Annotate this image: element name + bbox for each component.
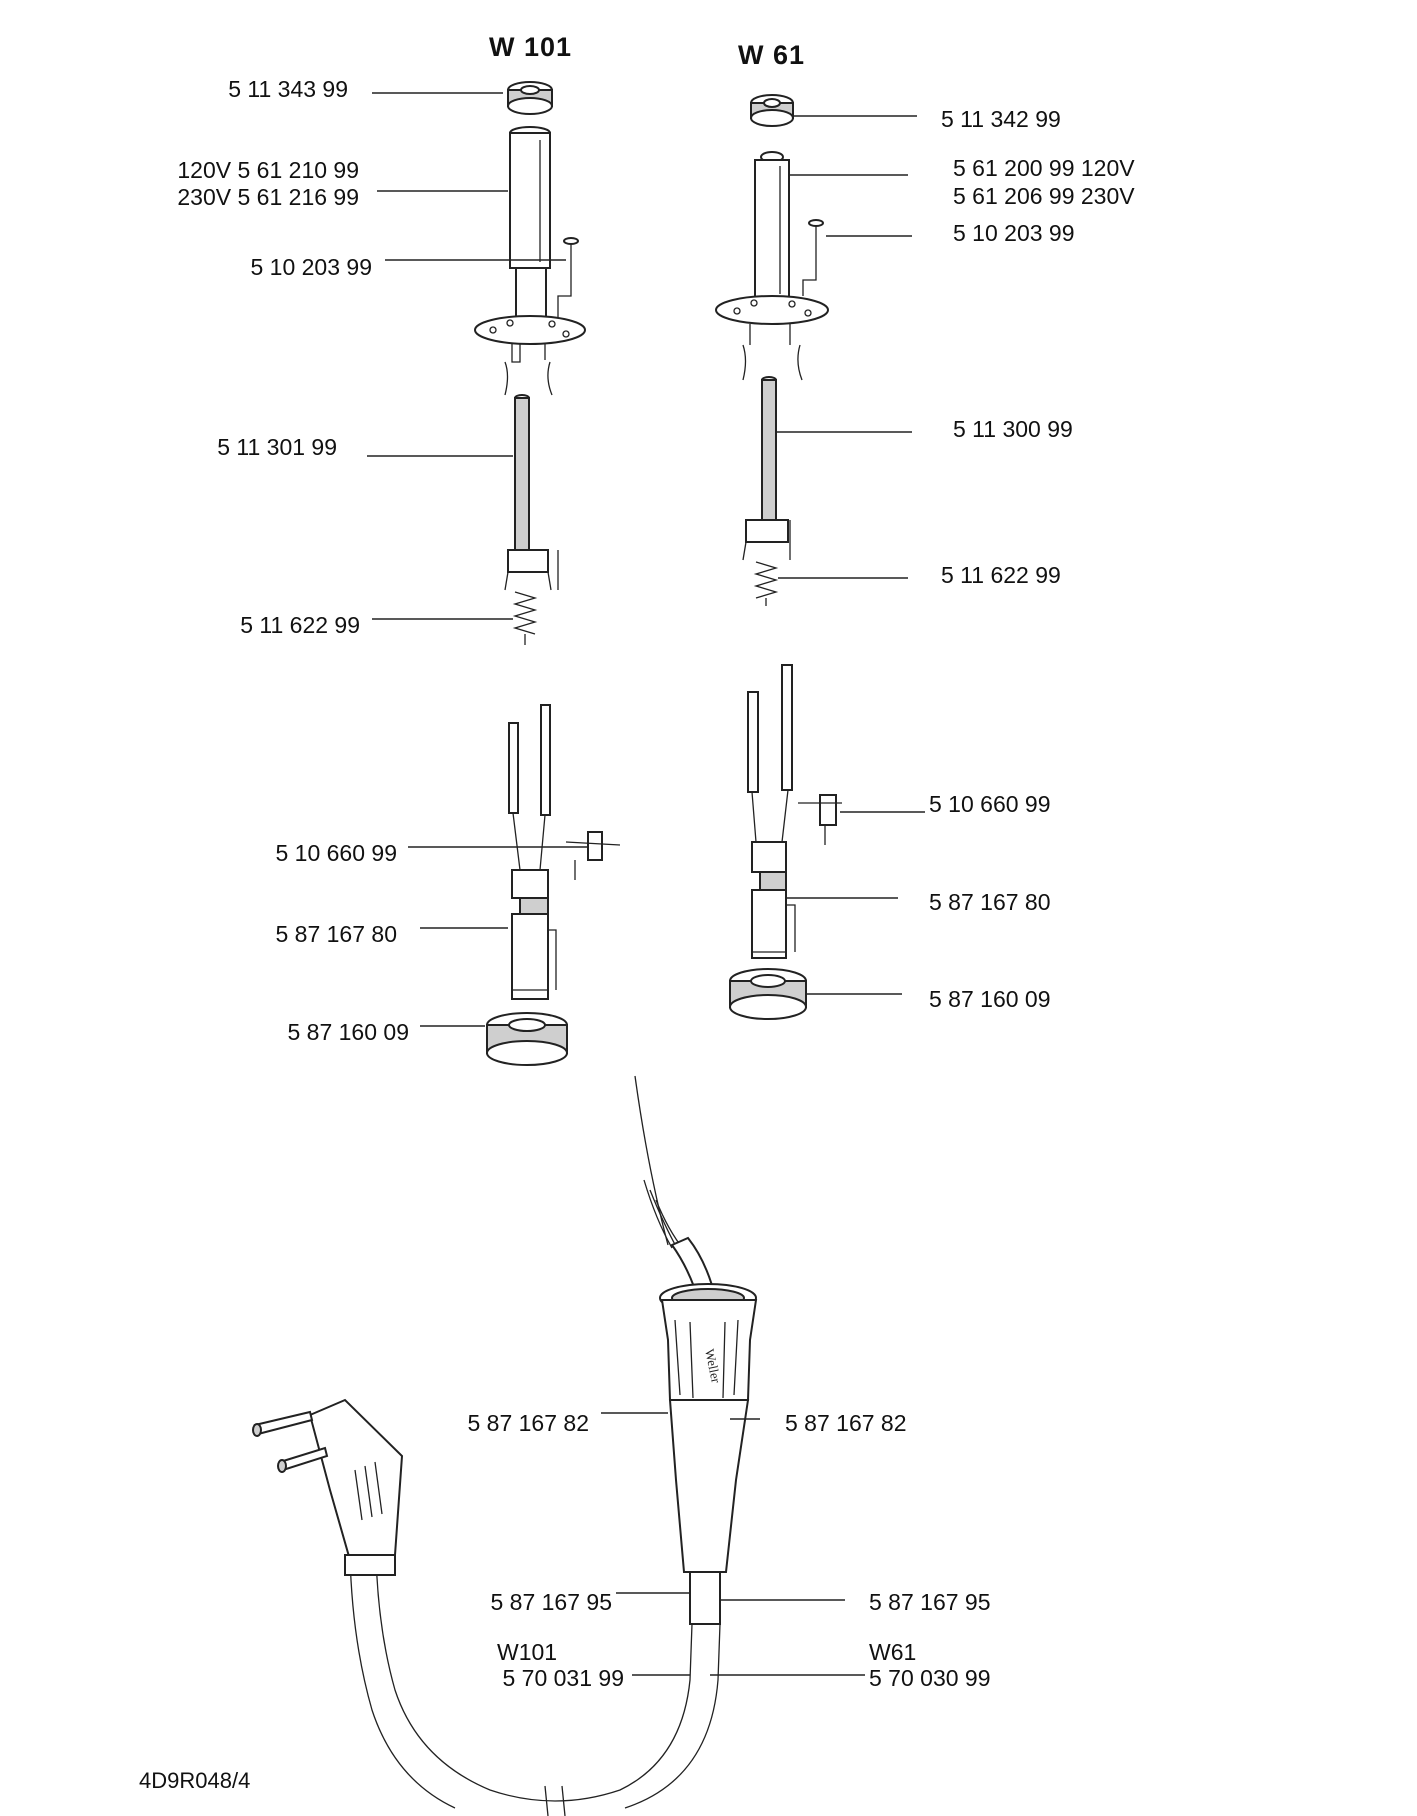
label-w61-tip: 5 11 300 99 xyxy=(953,416,1073,442)
plug xyxy=(253,1400,402,1575)
handle xyxy=(660,1284,756,1572)
label-w61-nut: 5 11 342 99 xyxy=(941,106,1061,132)
w61-spring xyxy=(756,562,776,606)
w101-leaders xyxy=(367,93,588,1026)
label-w101-spring: 5 11 622 99 xyxy=(240,612,360,638)
title-w61: W 61 xyxy=(738,40,806,70)
w101-heater xyxy=(475,127,585,395)
label-w61-heater-120v: 5 61 200 99 120V xyxy=(953,155,1135,181)
label-w101-screw: 5 10 203 99 xyxy=(250,254,372,280)
label-w101-nut: 5 11 343 99 xyxy=(228,76,348,102)
label-w101-tip: 5 11 301 99 xyxy=(217,434,337,460)
label-cable-left-model: W101 xyxy=(497,1639,558,1665)
label-w61-contact: 5 87 167 80 xyxy=(929,889,1051,915)
label-sleeve-left: 5 87 167 95 xyxy=(490,1589,612,1615)
w101-screw xyxy=(558,238,578,318)
brand-text: Weller xyxy=(702,1347,724,1385)
label-w61-screw: 5 10 203 99 xyxy=(953,220,1075,246)
title-w101: W 101 xyxy=(489,32,573,62)
label-w61-socket: 5 87 160 09 xyxy=(929,986,1051,1012)
w61-clip xyxy=(798,795,842,845)
label-w61-clip: 5 10 660 99 xyxy=(929,791,1051,817)
label-cable-right-code: 5 70 030 99 xyxy=(869,1665,991,1691)
label-w101-socket: 5 87 160 09 xyxy=(287,1019,409,1045)
label-cable-left-code: 5 70 031 99 xyxy=(502,1665,624,1691)
w61-nut xyxy=(751,95,793,126)
w61-contact xyxy=(748,665,795,958)
label-w101-clip: 5 10 660 99 xyxy=(275,840,397,866)
w101-clip xyxy=(566,832,620,880)
w61-heater xyxy=(716,152,828,380)
label-w101-contact: 5 87 167 80 xyxy=(275,921,397,947)
w61-leaders xyxy=(776,116,925,994)
w101-tip xyxy=(505,395,558,590)
w101-contact xyxy=(509,705,556,999)
w61-socket xyxy=(730,969,806,1019)
handle-sleeve xyxy=(690,1572,720,1624)
label-w101-heater-230v: 230V 5 61 216 99 xyxy=(177,184,359,210)
w101-spring xyxy=(515,592,535,645)
w61-tip xyxy=(743,377,790,560)
w101-socket xyxy=(487,1013,567,1065)
label-handle-right: 5 87 167 82 xyxy=(785,1410,907,1436)
w61-screw xyxy=(803,220,823,296)
lead-wires xyxy=(635,1076,716,1305)
label-handle-left: 5 87 167 82 xyxy=(467,1410,589,1436)
label-cable-right-model: W61 xyxy=(869,1639,917,1665)
label-w61-heater-230v: 5 61 206 99 230V xyxy=(953,183,1135,209)
drawing-code: 4D9R048/4 xyxy=(139,1768,251,1793)
label-sleeve-right: 5 87 167 95 xyxy=(869,1589,991,1615)
w101-nut xyxy=(508,82,552,114)
label-w101-heater-120v: 120V 5 61 210 99 xyxy=(177,157,359,183)
label-w61-spring: 5 11 622 99 xyxy=(941,562,1061,588)
